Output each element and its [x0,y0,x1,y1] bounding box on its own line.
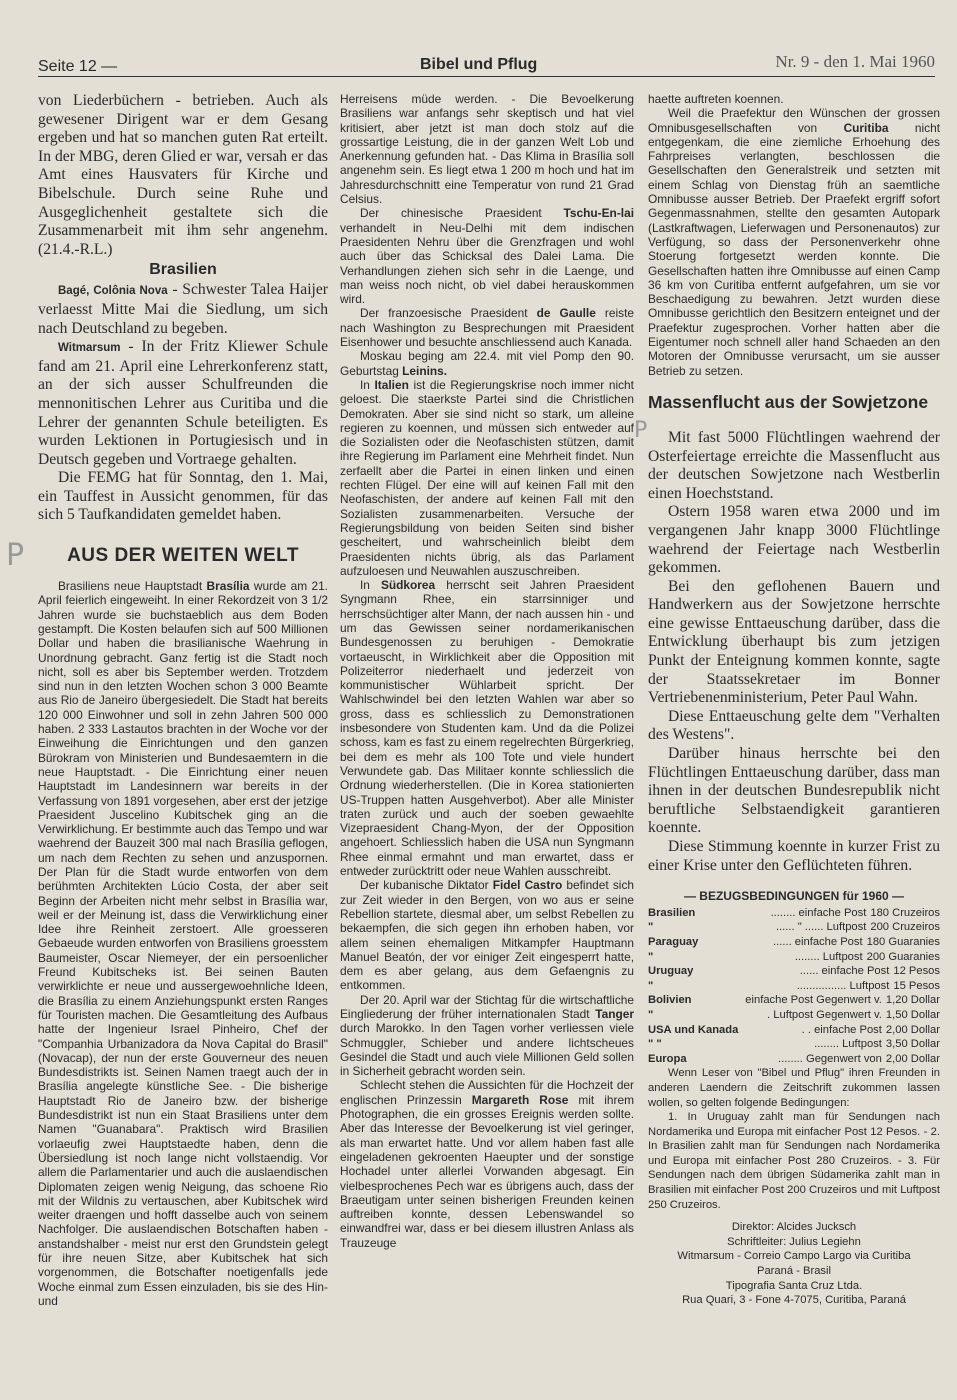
subscription-country: USA und Kanada [648,1023,739,1036]
subscription-row [648,1052,940,1067]
subscription-method: ........ Luftpost [814,1038,882,1051]
margareth-paragraph-cont: haette auftreten koennen. [648,92,784,106]
subscription-row [648,993,940,1008]
subscription-price: 200 Guaranies [866,950,940,963]
subscription-price: 1,50 Dollar [885,1008,940,1021]
flucht-p1: Mit fast 5000 Flüchtlingen waehrend der Osterfeiertage erreichte die Massenflucht aus der deutschen Sowjetzone nach Westberlin einen Hoechststand. [648,428,940,502]
castro-paragraph: Der kubanische Diktator Fidel Castro befindet sich zur Zeit wieder in den Bergen, von wo aus er seine Rebellion startete, diesmal aber, um selbst Rebellen zu bekaempfen, die sich gegen ihn erhoben haben, vor allem seinen ehemaligen Mitkampfer Hauptmann Manuel Beatón, der vor einiger Zeit eingesperrt hatte, dem es aber gelang, aus dem Gefaengnis zu entkommen. [340,878,634,993]
subscription-rows [648,906,940,1067]
brasilia-article-cont: Herreisens müde werden. - Die Bevoelkerung Brasiliens war anfangs sehr skeptisch und hat viel kritisiert, aber jetzt ist man doch stolz auf die grossartige Leistung, die in der ganzen Welt Lob und Anerkennung gefunden hat. - Das Klima in Brasília soll angenehm sein. Es liegt etwa 1 200 m hoch und hat im Jahresdurchschnitt eine Temperatur von rund 21 Grad Celsius. [340,92,634,207]
subscription-row [648,920,940,935]
impressum-state: Paraná - Brasil [757,1265,831,1278]
obituary-end: von Liederbüchern - betrieben. Auch als gewesener Dirigent war er dem Gesang ergeben und hat so manchen guten Rat erteilt. In der MBG, deren Glied er war, versah er das Amt eines Hausvaters für Kirche und Bibelschule. Durch seine Ruhe und Ausgeglichenheit gestaltete sich die Zusammenarbeit mit ihm sehr angenehm. (21.4.-R.L.) [38,92,328,258]
subscription-country: Uruguay [648,965,694,978]
italien-paragraph: In Italien ist die Regierungskrise noch immer nicht geloest. Die staerkste Partei sind die Christlichen Demokraten. Aber sie sind nicht so stark, um alleine regieren zu koennen, und müssen sich entweder auf die Sozialisten oder die Neofaschisten stützen, damit ihre Regierung im Parlament eine Mehrheit findet. Nun zerfaellt aber die Partei in einen linken und einen rechten Flügel. Der eine will auf keinen Fall mit den Neofaschisten, der andere auf keinen Fall mit den Sozialisten zusammenarbeiten. Versuche der Regierungsbildung von beiden Seiten sind bisher gescheitert, und wahrscheinlich bleibt dem Praesidenten nichts übrig, als das Parlament aufzuloesen und Neuwahlen auszuschreiben. [340,377,634,578]
impressum-address: Witmarsum - Correio Campo Largo via Curitiba [677,1250,911,1263]
subscription-row [648,950,940,965]
world-news-heading: AUS DER WEITEN WELT [67,545,299,567]
subscription-country: " [648,950,654,963]
subscription-conditions: 1. In Uruguay zahlt man für Sendungen nach Nordamerika und Europa mit einfacher Post 12 Pesos. - 2. In Brasilien zahlt man für Sendungen nach Nordamerika und Europa mit einfacher Post 280 Cruzeiros. - 3. Für Sendungen nach dem übrigen Südamerika zahlt man in Brasilien mit einfacher Post 200 Cruzeiros und mit Luftpost 250 Cruzeiros. [648,1111,940,1211]
margareth-paragraph: Schlecht stehen die Aussichten für die Hochzeit der englischen Prinzessin Margareth Rose mit ihrem Photographen, die ein grosses Ereignis werden sollte. Aber das Interesse der Bevoelkerung ist viel geringer, als man erwartet hatte. Und vor allem haben fast alle eingeladenen gekroenten Haeupter und der sonstige Hochadel unter allerlei Vorwanden abgesagt. Ein vielbesprochenes Pech war es übrigens auch, dass der Braeutigam unter seinen bisherigen Freunden keinen auftreiben konnte, dessen Lebenswandel so einwandfrei war, dass er bei diesem illustren Anlass als Trauzeuge [340,1078,634,1250]
subscription-country: " [648,979,654,992]
publication-title: Bibel und Pflug [420,56,538,73]
flucht-p4: Diese Enttaeuschung gelte dem "Verhalten des Westens". [648,707,940,744]
femg-paragraph: Die FEMG hat für Sonntag, den 1. Mai, ein Tauffest in Aussicht genommen, für das sich 5 Taufkandidaten gemeldet haben. [38,469,328,524]
brasilia-article: Brasiliens neue Hauptstadt Brasília wurde am 21. April feierlich eingeweiht. In einer Rekordzeit von 3 1/2 Jahren wurde sie buchstaeblich aus dem Boden gestampft. Die Kosten belaufen sich auf 500 Millionen Dollar und haben die brasilianische Waehrung in Unordnung gebracht. Ganz fertig ist die Stadt noch nicht, soll es aber bis September werden. Trotzdem sind nun in den letzten Wochen schon 3 000 Beamte aus Rio de Janeiro übergesiedelt. Die Stadt hat bereits 120 000 Einwohner und soll in zehn Jahren 500 000 haben. 2 333 Lastautos brachten in der Woche vor der Einweihung die Einrichtungen und den ganzen Bürokram von Ministerien und Bundesaemtern in die neue Hauptstadt. - Die Einrichtung einer neuen Hauptstadt im Landesinnern war bereits in der Verfassung von 1891 vorgesehen, aber erst der jetzige Praesident Juscelino Kubitschek ging an die Verwirklichung. Er bestimmte auch das Tempo und war waehrend der Bauzeit 300 mal nach Brasília geflogen, um nach dem Rechten zu sehen und anzuspornen. Der Plan für die Stadt wurde entworfen von dem berühmten Architekten Lúcio Costa, der aber seit Beginn der Arbeiten nicht mehr selbst in Brasília war, weil er der Meinung ist, dass die Verwirklichung einer Idee ihre Reinheit zerstoert. Alle groesseren Gebaeude wurden entworfen von Brasiliens groesstem Baumeister, Oscar Niemeyer, der ein persoenlicher Freund Kubitscheks ist. Bei seinen Bauten verwirklichte er neue und aussergewoehnliche Ideen, die Brasília zu einem Anziehungspunkt ersten Ranges für Touristen machen. Die Gesamtleitung des Aufbaus hatte der Ingenieur Israel Pinheiro, Chef der "Companhia Urbanizadora da Nova Capital do Brasil" (Novacap), der nun der erste Gouverneur des neuen Bundesdistrikts ist. Seinen Namen traegt auch der in Brasília angelegte künstliche See. - Die bisherige Hauptstadt Rio de Janeiro bzw. der bisherige Bundesdistrikt ist nun ein Staat Brasiliens unter dem Namen "Guanabara". Praktisch wird Brasilien vorlaeufig zwei Hauptstaedte haben, denn die Übersiedlung ist noch lange nicht vollstaendig. Vor allem die Parlamentarier und auch die auslaendischen Diplomaten zeigen wenig Neigung, das schoene Rio mit der Wildnis zu vertauschen, aber Kubitschek wird weiter draengen und hofft dasselbe auch von seinem Nachfolger. Die auslaendischen Botschaften haben - anstandshalber - meist nur erst den Grundstein gelegt für ihre neuen Sitze, aber Kubitschek hat sich vorgenommen, die Botschafter noetigenfalls jede Woche einmal zum Essen einzuladen, bis sie des Hin- und [38,579,328,1308]
impressum-direktor: Direktor: Alcides Jucksch [731,1221,857,1234]
subscription-method: einfache Post Gegenwert v. [745,994,882,1007]
subscription-title: — BEZUGSBEDINGUNGEN für 1960 — [683,889,905,904]
subscription-country: Paraguay [648,935,699,948]
subscription-country: Brasilien [648,906,696,919]
subscription-price: 15 Pesos [893,979,940,992]
subscription-row [648,964,940,979]
page-number: Seite 12 — [38,58,118,75]
subscription-country: Bolivien [648,994,692,1007]
suedkorea-paragraph: In Südkorea herrscht seit Jahren Praesident Syngmann Rhee, ein starrsinniger und herrschsüchtiger alter Mann, der nach aussen hin - und um das Gewissen seiner nordamerikanischen Bundesgenossen zu beruhigen - Demokratie vortaeuscht, in Wirklichkeit aber die Opposition mit Polizeiterror niederhaelt und jederzeit von kommunistischer Wühlarbeit spricht. Der Wahlschwindel bei den letzten Wahlen war aber so gross, dass es schliesslich zu Demonstrationen insbesondere von Studenten kam. Und da die Polizei schoss, kam es fast zu einem regelrechten Bürgerkrieg, bei dem es mehr als 100 Tote und viele hundert Verwundete gab. Das Militaer konnte schliesslich die Ordnung wiederherstellen. (Die in Korea stationierten US-Truppen hatten Ausgehverbot). Aber alle Minister traten zurück und auch der soeben gewaehlte Vizepraesident Chang-Myon, der der Opposition angehoert. Schliesslich haben die USA nun Syngmann Rhee einmal ermahnt und man erwartet, dass er entweder zurücktritt oder neue Wahlen ausschreibt. [340,578,634,879]
handwritten-mark: P [634,418,648,443]
subscription-row [648,1008,940,1023]
brasilien-heading: Brasilien [149,261,217,279]
subscription-method: . Luftpost Gegenwert v. [767,1008,882,1021]
subscription-row [648,906,940,921]
subscription-price: 3,50 Dollar [885,1038,940,1051]
subscription-price: 12 Pesos [893,965,940,978]
flucht-p5: Darüber hinaus herrschte bei den Flüchtlingen Enttaeuschung darüber, dass man ihnen in der deutschen Bundesrepublik nicht beruftliche Selbstaendigkeit garantieren koennte. [648,745,940,837]
impressum-printer: Tipografia Santa Cruz Ltda. [725,1279,863,1292]
subscription-row [648,979,940,994]
column-2 [340,92,634,1250]
witmarsum-paragraph: Witmarsum - In der Fritz Kliewer Schule fand am 21. April eine Lehrerkonferenz statt, an der sich ausser Schulfreunden die mennonitischen Lehrer aus Curitiba und die Lehrer der genannten Schule beteiligten. Es wurden Lektionen in Portugiesisch und in Deutsch gegeben und Vortraege gehalten. [38,338,328,468]
subscription-row [648,935,940,950]
header-rule [38,76,935,77]
flucht-p6: Diese Stimmung koennte in kurzer Frist zu einer Krise unter den Geflüchteten führen. [648,838,940,874]
subscription-price: 200 Cruzeiros [870,921,940,934]
subscription-price: 1,20 Dollar [885,994,940,1007]
flucht-p2: Ostern 1958 waren etwa 2000 und im vergangenen Jahr knapp 3000 Flüchtlinge waehrend der Feiertage nach Westberlin gekommen. [648,503,940,577]
subscription-note: Wenn Leser von "Bibel und Pflug" ihren Freunden in anderen Laendern die Zeitschrift zukommen lassen wollen, so gelten folgende Bedingungen: [648,1067,940,1109]
subscription-method: ........ Gegenwert von [778,1052,882,1065]
de-gaulle-paragraph: Der franzoesische Praesident de Gaulle reiste nach Washington zu Besprechungen mit Praesident Eisenhower und besuchte anschliessend auch Kanada. [340,306,634,350]
subscription-method: ...... " ...... Luftpost [775,921,867,934]
subscription-price: 180 Cruzeiros [870,906,940,919]
subscription-method: ........ einfache Post [770,906,867,919]
subscription-method: ...... einfache Post [799,965,890,978]
bage-paragraph: Bagé, Colônia Nova - Schwester Talea Haijer verlaesst Mitte Mai die Siedlung, um sich nach Deutschland zu begeben. [38,281,328,337]
subscription-price: 2,00 Dollar [885,1052,940,1065]
curitiba-bus-paragraph: Weil die Praefektur den Wünschen der grossen Omnibusgesellschaften von Curitiba nicht entgegenkam, die eine ziemliche Erhoehung des Fahrpreises verlangten, beschlossen die Gesellschaften den Generalstreik und setzten mit einem Schlag von Dienstag früh an saemtliche Omnibusse ausser Betrieb. Der Praefekt ergriff sofort Gegenmassnahmen, stellte den gesamten Autopark (Lastkraftwagen, Lieferwagen und Personenautos) zur Verfügung, so dass der Personenverkehr ohne Stoerung fortgesetzt werden konnte. Die Gesellschaften hatten ihre Omnibusse auf einen Camp 36 km von Curitiba entfernt aufgefahren, um sie vor Beschaedigung zu bewahren. Jetzt wurden diese Omnibusse gerichtlich den Besitzern enteignet und der Praefektur zugesprochen. Vorher hatten aber die Eigentumer noch schnell aller hand Schaeden an den Motoren der Omnibusse verursacht, um sie ausser Betrieb zu setzen. [648,106,940,378]
subscription-country: " [648,921,654,934]
moskau-paragraph: Moskau beging am 22.4. mit viel Pomp den 90. Geburtstag Leinins. [340,349,634,378]
flucht-p3: Bei den geflohenen Bauern und Handwerkern aus der Sowjetzone herrschte eine gewisse Enttaeuschung darüber, dass die Entwicklung überhaupt bis zum jetzigen Punkt der Enteignung kommen konnte, sagte der Staatssekretaer im Bonner Vertriebenenministerium, Peter Paul Wahn. [648,577,940,707]
subscription-method: . . einfache Post [801,1023,882,1036]
impressum-printer-address: Rua Quari, 3 - Fone 4-7075, Curitiba, Paraná [682,1294,906,1307]
subscription-country: Europa [648,1052,687,1065]
column-1 [38,92,328,1308]
subscription-row [648,1037,940,1052]
subscription-box [648,889,940,1308]
impressum-schriftleiter: Schriftleiter: Julius Legiehn [727,1235,861,1248]
handwritten-mark: P [6,538,25,573]
subscription-price: 180 Guaranies [866,935,940,948]
subscription-method: ........ Luftpost [794,950,863,963]
tanger-paragraph: Der 20. April war der Stichtag für die wirtschaftliche Eingliederung der früher internationalen Stadt Tanger durch Marokko. In den Tagen vorher verliessen viele Schmuggler, Schieber und andere lichtscheues Gesindel die Stadt und auch viele Millionen Geld sollen in Sicherheit gebracht worden sein. [340,992,634,1079]
subscription-method: ...... einfache Post [773,935,863,948]
subscription-method: ................ Luftpost [796,979,890,992]
subscription-price: 2,00 Dollar [885,1023,940,1036]
issue-date: Nr. 9 - den 1. Mai 1960 [775,52,935,71]
china-paragraph: Der chinesische Praesident Tschu-En-lai verhandelt in Neu-Delhi mit dem indischen Praesidenten Nehru über die Grenzfragen und wohl auch über das Schicksal des Dalei Lama. Die Verhandlungen ziehen sich sehr in die Laenge, und man weiss noch nicht, ob viel dabei herauskommen wird. [340,206,634,307]
subscription-country: " [648,1008,654,1021]
subscription-row [648,1023,940,1038]
subscription-country: " " [648,1038,662,1051]
massenflucht-heading: Massenflucht aus der Sowjetzone [648,391,929,412]
column-3 [648,92,940,1308]
